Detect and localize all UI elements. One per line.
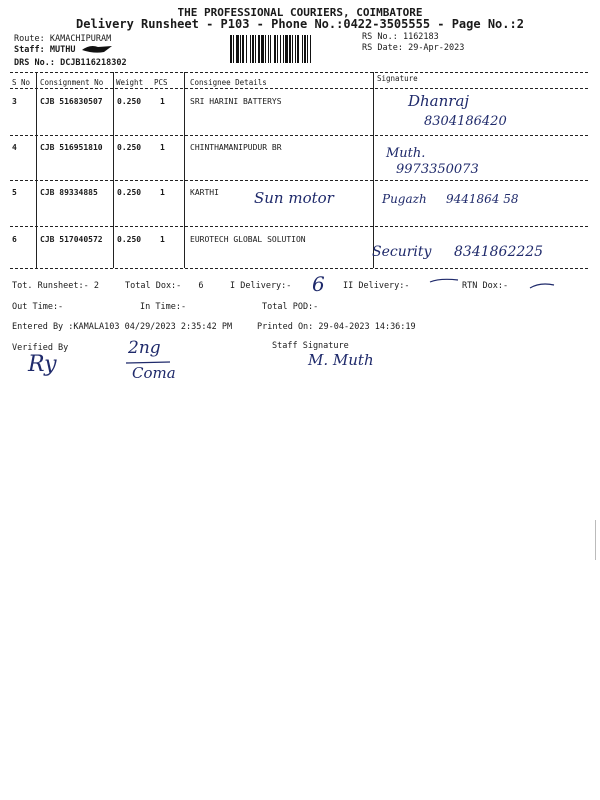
row-rule bbox=[10, 226, 588, 227]
rs-date-value: 29-Apr-2023 bbox=[408, 43, 465, 53]
ii-delivery-label: II Delivery:- bbox=[343, 281, 410, 291]
route-value: KAMACHIPURAM bbox=[49, 34, 112, 44]
drs-label: DRS No.: bbox=[14, 58, 55, 68]
page-edge-mark bbox=[595, 520, 596, 560]
row-pcs: 1 bbox=[160, 188, 165, 197]
row-consignment: CJB 516951810 bbox=[40, 143, 103, 152]
staff-label: Staff: bbox=[14, 45, 45, 55]
barcode-bar bbox=[240, 35, 241, 63]
drs-value: DCJB116218302 bbox=[60, 58, 127, 68]
barcode-bar bbox=[307, 35, 308, 63]
row-signature-phone: 9441864 58 bbox=[446, 192, 519, 206]
rs-date-line bbox=[362, 43, 464, 53]
barcode-bar bbox=[310, 35, 311, 63]
total-pod-label: Total POD:- bbox=[262, 302, 319, 312]
barcode-bar bbox=[250, 35, 251, 63]
i-delivery-hand: 6 bbox=[312, 272, 325, 296]
count-note-top: 2ng bbox=[128, 338, 161, 358]
rtn-dox-mark bbox=[530, 282, 556, 290]
row-sno: 6 bbox=[12, 235, 17, 244]
row-consignee-note: Sun motor bbox=[254, 189, 334, 207]
staff-signature-label: Staff Signature bbox=[272, 341, 349, 351]
row-signature-phone: 9973350073 bbox=[396, 162, 479, 177]
count-note-bottom: Coma bbox=[132, 364, 176, 382]
barcode-bar bbox=[255, 35, 256, 63]
row-weight: 0.250 bbox=[117, 235, 142, 244]
barcode-bar bbox=[297, 35, 299, 63]
rs-no-line bbox=[362, 32, 439, 42]
row-weight: 0.250 bbox=[117, 97, 142, 106]
company-title: THE PROFESSIONAL COURIERS, COIMBATORE bbox=[177, 6, 423, 19]
entered-by bbox=[12, 322, 232, 332]
barcode bbox=[230, 35, 355, 63]
row-sno: 3 bbox=[12, 97, 17, 106]
barcode-bar bbox=[261, 35, 264, 63]
col-header-signature: Signature bbox=[377, 74, 418, 83]
route-label: Route: bbox=[14, 34, 45, 44]
col-header-pcs: PCS bbox=[154, 78, 168, 87]
column-divider bbox=[36, 72, 37, 268]
row-signature-name: Muth. bbox=[386, 146, 426, 161]
barcode-bar bbox=[258, 35, 260, 63]
col-header-sno: S No bbox=[12, 78, 31, 87]
row-rule bbox=[10, 180, 588, 181]
total-dox-label: Total Dox:- bbox=[125, 281, 182, 291]
col-header-weight: Weight bbox=[116, 78, 144, 87]
rs-no-value: 1162183 bbox=[402, 32, 439, 42]
total-dox-value: 6 bbox=[198, 281, 204, 291]
barcode-bar bbox=[230, 35, 232, 63]
row-consignee: CHINTHAMANIPUDUR BR bbox=[190, 143, 282, 152]
staff-signature: M. Muth bbox=[308, 351, 374, 369]
column-divider bbox=[373, 72, 374, 268]
barcode-bar bbox=[274, 35, 276, 63]
barcode-bar bbox=[283, 35, 284, 63]
out-time-label: Out Time:- bbox=[12, 302, 64, 312]
row-pcs: 1 bbox=[160, 97, 165, 106]
barcode-bar bbox=[270, 35, 271, 63]
redaction-mark bbox=[82, 44, 112, 54]
barcode-bar bbox=[242, 35, 244, 63]
barcode-bar bbox=[292, 35, 293, 63]
total-runsheet-label: Tot. Runsheet:- bbox=[12, 281, 89, 291]
verified-by-signature: Ry bbox=[28, 352, 57, 377]
row-sno: 5 bbox=[12, 188, 17, 197]
row-signature-name: Dhanraj bbox=[408, 92, 470, 110]
barcode-bar bbox=[268, 35, 269, 63]
barcode-bar bbox=[233, 35, 234, 63]
table-header-rule bbox=[10, 88, 588, 89]
entered-by-label: Entered By : bbox=[12, 322, 74, 332]
printed-on bbox=[257, 322, 416, 332]
barcode-bar bbox=[295, 35, 296, 63]
table-bottom-rule bbox=[10, 268, 588, 269]
total-runsheet-value: 2 bbox=[93, 281, 100, 291]
table-top-rule bbox=[10, 72, 588, 73]
row-weight: 0.250 bbox=[117, 143, 142, 152]
barcode-bar bbox=[265, 35, 266, 63]
route-line bbox=[14, 34, 111, 44]
row-consignee: KARTHI bbox=[190, 188, 219, 197]
row-pcs: 1 bbox=[160, 143, 165, 152]
column-divider bbox=[113, 72, 114, 268]
entered-by-value: KAMALA103 04/29/2023 2:35:42 PM bbox=[73, 322, 233, 332]
runsheet-subtitle: Delivery Runsheet - P103 - Phone No.:0422-3505555 - Page No.:2 bbox=[76, 17, 524, 31]
col-header-consignment: Consignment No bbox=[40, 78, 104, 87]
verified-by-label: Verified By bbox=[12, 343, 69, 353]
row-consignee: EUROTECH GLOBAL SOLUTION bbox=[190, 235, 306, 244]
row-signature-phone: 8341862225 bbox=[454, 244, 544, 260]
row-consignment: CJB 516830507 bbox=[40, 97, 103, 106]
row-consignment: CJB 517040572 bbox=[40, 235, 103, 244]
column-divider bbox=[184, 72, 185, 268]
barcode-bar bbox=[252, 35, 254, 63]
barcode-bar bbox=[280, 35, 281, 63]
total-dox bbox=[125, 281, 204, 291]
row-sno: 4 bbox=[12, 143, 17, 152]
in-time-label: In Time:- bbox=[140, 302, 187, 312]
barcode-bar bbox=[289, 35, 291, 63]
barcode-bar bbox=[277, 35, 278, 63]
staff-value: MUTHU bbox=[49, 45, 76, 55]
printed-on-label: Printed On: bbox=[257, 322, 314, 332]
rtn-dox-label: RTN Dox:- bbox=[462, 281, 509, 291]
row-signature-name: Security bbox=[372, 244, 432, 260]
row-weight: 0.250 bbox=[117, 188, 142, 197]
barcode-bar bbox=[246, 35, 247, 63]
row-signature-phone: 8304186420 bbox=[424, 114, 507, 129]
row-signature-name: Pugazh bbox=[382, 192, 427, 206]
rs-no-label: RS No.: bbox=[362, 32, 398, 42]
col-header-consignee: Consignee Details bbox=[190, 78, 267, 87]
row-pcs: 1 bbox=[160, 235, 165, 244]
barcode-bar bbox=[302, 35, 303, 63]
total-runsheet bbox=[12, 281, 99, 291]
rs-date-label: RS Date: bbox=[362, 43, 403, 53]
i-delivery-label: I Delivery:- bbox=[230, 281, 292, 291]
printed-on-value: 29-04-2023 14:36:19 bbox=[318, 322, 416, 332]
barcode-bar bbox=[236, 35, 239, 63]
drs-line bbox=[14, 58, 127, 68]
barcode-bar bbox=[285, 35, 288, 63]
row-rule bbox=[10, 135, 588, 136]
barcode-bar bbox=[304, 35, 306, 63]
staff-line bbox=[14, 45, 75, 55]
row-consignment: CJB 89334885 bbox=[40, 188, 98, 197]
row-consignee: SRI HARINI BATTERYS bbox=[190, 97, 282, 106]
ii-delivery-mark bbox=[430, 278, 460, 284]
